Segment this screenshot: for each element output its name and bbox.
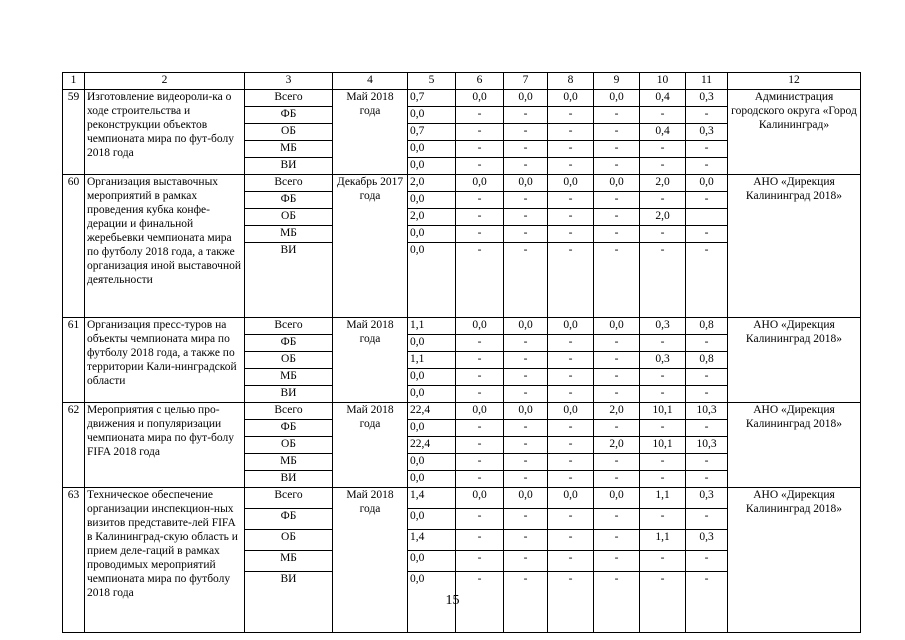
year-value: - — [548, 243, 594, 318]
year-value: 0,0 — [548, 488, 594, 509]
year-value: - — [504, 437, 548, 454]
total-value: 0,0 — [408, 454, 456, 471]
year-value: - — [686, 386, 728, 403]
year-value: 0,3 — [686, 124, 728, 141]
column-header: 5 — [408, 73, 456, 90]
year-value: - — [686, 192, 728, 209]
year-value: - — [594, 335, 640, 352]
funding-source: Всего — [245, 403, 333, 420]
year-value: 0,0 — [594, 175, 640, 192]
year-value: - — [686, 420, 728, 437]
year-value: - — [640, 509, 686, 530]
year-value: - — [548, 437, 594, 454]
year-value: - — [686, 369, 728, 386]
year-value: - — [640, 226, 686, 243]
deadline: Май 2018 года — [333, 90, 408, 175]
column-header: 2 — [85, 73, 245, 90]
year-value: - — [456, 509, 504, 530]
year-value: - — [456, 454, 504, 471]
responsible-party: Администрация городского округа «Город Калининград» — [728, 90, 861, 175]
column-header: 4 — [333, 73, 408, 90]
table-body — [63, 90, 861, 633]
total-value: 22,4 — [408, 437, 456, 454]
total-value: 1,1 — [408, 318, 456, 335]
funding-source: МБ — [245, 226, 333, 243]
year-value: - — [686, 454, 728, 471]
year-value: - — [640, 471, 686, 488]
funding-source: ВИ — [245, 572, 333, 633]
funding-source: Всего — [245, 318, 333, 335]
year-value: 0,0 — [504, 90, 548, 107]
total-value: 0,0 — [408, 471, 456, 488]
year-value: - — [456, 124, 504, 141]
total-value: 0,7 — [408, 124, 456, 141]
year-value: - — [548, 386, 594, 403]
funding-source: ВИ — [245, 158, 333, 175]
year-value: - — [594, 243, 640, 318]
year-value: 0,0 — [456, 318, 504, 335]
year-value: - — [548, 530, 594, 551]
year-value: - — [456, 530, 504, 551]
table-row — [63, 403, 861, 420]
total-value: 0,0 — [408, 192, 456, 209]
funding-source: ВИ — [245, 386, 333, 403]
budget-table — [62, 72, 861, 633]
year-value: - — [594, 158, 640, 175]
year-value: - — [594, 141, 640, 158]
year-value: - — [594, 226, 640, 243]
year-value: 0,0 — [456, 403, 504, 420]
year-value: 0,8 — [686, 352, 728, 369]
year-value: - — [504, 192, 548, 209]
year-value: 0,3 — [686, 530, 728, 551]
year-value: - — [686, 226, 728, 243]
funding-source: ОБ — [245, 437, 333, 454]
year-value: - — [504, 509, 548, 530]
funding-source: ОБ — [245, 530, 333, 551]
activity-description: Изготовление видеороли-ка о ходе строительства и реконструкции объектов чемпионата мира по фут-болу 2018 года — [85, 90, 245, 175]
column-header: 1 — [63, 73, 85, 90]
year-value: - — [686, 335, 728, 352]
responsible-party: АНО «Дирекция Калининград 2018» — [728, 318, 861, 403]
table-row — [63, 90, 861, 107]
funding-source: ВИ — [245, 471, 333, 488]
funding-source: Всего — [245, 488, 333, 509]
year-value: - — [640, 243, 686, 318]
year-value: - — [504, 454, 548, 471]
year-value: - — [504, 369, 548, 386]
year-value: - — [456, 209, 504, 226]
year-value: - — [594, 192, 640, 209]
year-value: - — [456, 420, 504, 437]
year-value: - — [456, 192, 504, 209]
year-value: 0,0 — [504, 488, 548, 509]
year-value: - — [548, 420, 594, 437]
deadline: Май 2018 года — [333, 488, 408, 633]
year-value: - — [548, 124, 594, 141]
total-value: 0,0 — [408, 369, 456, 386]
year-value: 2,0 — [640, 175, 686, 192]
responsible-party: АНО «Дирекция Калининград 2018» — [728, 488, 861, 633]
year-value: - — [548, 107, 594, 124]
year-value: 0,0 — [686, 175, 728, 192]
year-value: - — [640, 572, 686, 633]
year-value: - — [456, 437, 504, 454]
year-value: - — [686, 471, 728, 488]
row-number: 63 — [63, 488, 85, 633]
year-value: 0,0 — [504, 403, 548, 420]
year-value: - — [640, 369, 686, 386]
total-value: 0,0 — [408, 243, 456, 318]
year-value: - — [640, 454, 686, 471]
total-value: 0,0 — [408, 551, 456, 572]
year-value: 0,0 — [594, 90, 640, 107]
year-value: - — [504, 551, 548, 572]
header-row — [63, 73, 861, 90]
total-value: 1,4 — [408, 488, 456, 509]
funding-source: ВИ — [245, 243, 333, 318]
activity-description: Техническое обеспечение организации инспекцион-ных визитов представите-лей FIFA в Калининград-скую область и прием деле-гаций в рамках проводимых мероприятий чемпионата мира по футболу 2018 года — [85, 488, 245, 633]
total-value: 0,0 — [408, 335, 456, 352]
deadline: Май 2018 года — [333, 403, 408, 488]
year-value: - — [548, 226, 594, 243]
year-value: - — [640, 551, 686, 572]
year-value: - — [686, 551, 728, 572]
year-value: 1,1 — [640, 488, 686, 509]
activity-description: Организация пресс-туров на объекты чемпионата мира по футболу 2018 года, а также по территории Кали-нинградской области — [85, 318, 245, 403]
year-value: - — [504, 530, 548, 551]
year-value: - — [686, 107, 728, 124]
year-value: - — [548, 471, 594, 488]
year-value: - — [504, 107, 548, 124]
column-header: 3 — [245, 73, 333, 90]
year-value: 0,3 — [686, 90, 728, 107]
table-row — [63, 175, 861, 192]
year-value: - — [548, 209, 594, 226]
year-value: - — [594, 352, 640, 369]
funding-source: Всего — [245, 90, 333, 107]
year-value: 2,0 — [594, 403, 640, 420]
total-value: 0,0 — [408, 572, 456, 633]
year-value: - — [640, 158, 686, 175]
total-value: 1,4 — [408, 530, 456, 551]
year-value: 0,0 — [504, 318, 548, 335]
funding-source: ОБ — [245, 352, 333, 369]
year-value: - — [686, 243, 728, 318]
year-value: 0,0 — [504, 175, 548, 192]
year-value: - — [456, 158, 504, 175]
year-value: - — [686, 158, 728, 175]
year-value: 2,0 — [640, 209, 686, 226]
year-value: - — [640, 141, 686, 158]
year-value: - — [504, 352, 548, 369]
year-value: - — [456, 386, 504, 403]
page-number: 15 — [445, 593, 460, 608]
year-value: - — [456, 471, 504, 488]
total-value: 0,7 — [408, 90, 456, 107]
year-value: 0,0 — [548, 318, 594, 335]
table-row — [63, 318, 861, 335]
column-header: 7 — [504, 73, 548, 90]
funding-source: ОБ — [245, 124, 333, 141]
total-value: 1,1 — [408, 352, 456, 369]
funding-source: ФБ — [245, 335, 333, 352]
year-value: - — [456, 369, 504, 386]
year-value: - — [456, 141, 504, 158]
year-value: 0,4 — [640, 124, 686, 141]
funding-source: МБ — [245, 141, 333, 158]
year-value: - — [594, 471, 640, 488]
deadline: Декабрь 2017 года — [333, 175, 408, 318]
column-header: 8 — [548, 73, 594, 90]
year-value: - — [640, 335, 686, 352]
year-value: - — [456, 243, 504, 318]
year-value: - — [548, 141, 594, 158]
funding-source: ФБ — [245, 107, 333, 124]
year-value: 0,3 — [640, 318, 686, 335]
total-value: 0,0 — [408, 386, 456, 403]
year-value: - — [548, 509, 594, 530]
year-value: - — [594, 454, 640, 471]
activity-description: Мероприятия с целью про-движения и популяризации чемпионата мира по фут-болу FIFA 2018 года — [85, 403, 245, 488]
total-value: 0,0 — [408, 107, 456, 124]
year-value: - — [504, 335, 548, 352]
year-value: 0,0 — [594, 488, 640, 509]
year-value: 0,0 — [456, 175, 504, 192]
total-value: 2,0 — [408, 175, 456, 192]
column-header: 11 — [686, 73, 728, 90]
funding-source: МБ — [245, 454, 333, 471]
year-value: 10,3 — [686, 437, 728, 454]
year-value: 1,1 — [640, 530, 686, 551]
funding-source: МБ — [245, 551, 333, 572]
year-value: 10,1 — [640, 437, 686, 454]
year-value: - — [640, 386, 686, 403]
funding-source: МБ — [245, 369, 333, 386]
year-value: - — [594, 572, 640, 633]
year-value: - — [456, 572, 504, 633]
year-value — [686, 209, 728, 226]
year-value: - — [594, 509, 640, 530]
year-value: - — [594, 386, 640, 403]
funding-source: Всего — [245, 175, 333, 192]
year-value: - — [594, 209, 640, 226]
year-value: - — [504, 572, 548, 633]
year-value: 0,3 — [640, 352, 686, 369]
funding-source: ФБ — [245, 509, 333, 530]
year-value: - — [504, 124, 548, 141]
year-value: - — [504, 158, 548, 175]
year-value: - — [504, 420, 548, 437]
year-value: - — [594, 124, 640, 141]
year-value: - — [548, 192, 594, 209]
year-value: 0,0 — [548, 175, 594, 192]
year-value: 2,0 — [594, 437, 640, 454]
table-row — [63, 488, 861, 509]
year-value: - — [594, 551, 640, 572]
year-value: - — [594, 420, 640, 437]
year-value: - — [640, 420, 686, 437]
year-value: - — [504, 209, 548, 226]
year-value: 0,0 — [594, 318, 640, 335]
total-value: 0,0 — [408, 509, 456, 530]
year-value: - — [504, 226, 548, 243]
funding-source: ФБ — [245, 420, 333, 437]
year-value: - — [504, 243, 548, 318]
total-value: 0,0 — [408, 226, 456, 243]
row-number: 60 — [63, 175, 85, 318]
year-value: - — [548, 369, 594, 386]
year-value: - — [686, 509, 728, 530]
year-value: - — [548, 551, 594, 572]
year-value: - — [594, 369, 640, 386]
total-value: 0,0 — [408, 158, 456, 175]
year-value: 0,8 — [686, 318, 728, 335]
column-header: 12 — [728, 73, 861, 90]
responsible-party: АНО «Дирекция Калининград 2018» — [728, 175, 861, 318]
year-value: 10,1 — [640, 403, 686, 420]
year-value: - — [686, 572, 728, 633]
total-value: 22,4 — [408, 403, 456, 420]
year-value: 0,0 — [548, 403, 594, 420]
year-value: 10,3 — [686, 403, 728, 420]
column-header: 10 — [640, 73, 686, 90]
year-value: - — [504, 386, 548, 403]
year-value: - — [548, 454, 594, 471]
year-value: - — [548, 572, 594, 633]
year-value: - — [456, 335, 504, 352]
year-value: 0,0 — [548, 90, 594, 107]
year-value: 0,0 — [456, 488, 504, 509]
year-value: - — [456, 352, 504, 369]
column-header: 6 — [456, 73, 504, 90]
year-value: - — [504, 471, 548, 488]
deadline: Май 2018 года — [333, 318, 408, 403]
row-number: 61 — [63, 318, 85, 403]
year-value: - — [594, 107, 640, 124]
year-value: 0,4 — [640, 90, 686, 107]
year-value: - — [456, 226, 504, 243]
row-number: 59 — [63, 90, 85, 175]
year-value: - — [548, 335, 594, 352]
row-number: 62 — [63, 403, 85, 488]
total-value: 0,0 — [408, 141, 456, 158]
year-value: 0,0 — [456, 90, 504, 107]
activity-description: Организация выставочных мероприятий в рамках проведения кубка конфе-дерации и финальной жеребьевки чемпионата мира по футболу 2018 года, а также организация иной выставочной деятельности — [85, 175, 245, 318]
total-value: 2,0 — [408, 209, 456, 226]
responsible-party: АНО «Дирекция Калининград 2018» — [728, 403, 861, 488]
year-value: - — [504, 141, 548, 158]
year-value: - — [456, 107, 504, 124]
year-value: - — [548, 352, 594, 369]
year-value: - — [640, 192, 686, 209]
year-value: - — [686, 141, 728, 158]
funding-source: ОБ — [245, 209, 333, 226]
year-value: - — [594, 530, 640, 551]
year-value: - — [456, 551, 504, 572]
funding-source: ФБ — [245, 192, 333, 209]
total-value: 0,0 — [408, 420, 456, 437]
year-value: - — [548, 158, 594, 175]
year-value: 0,3 — [686, 488, 728, 509]
year-value: - — [640, 107, 686, 124]
column-header: 9 — [594, 73, 640, 90]
